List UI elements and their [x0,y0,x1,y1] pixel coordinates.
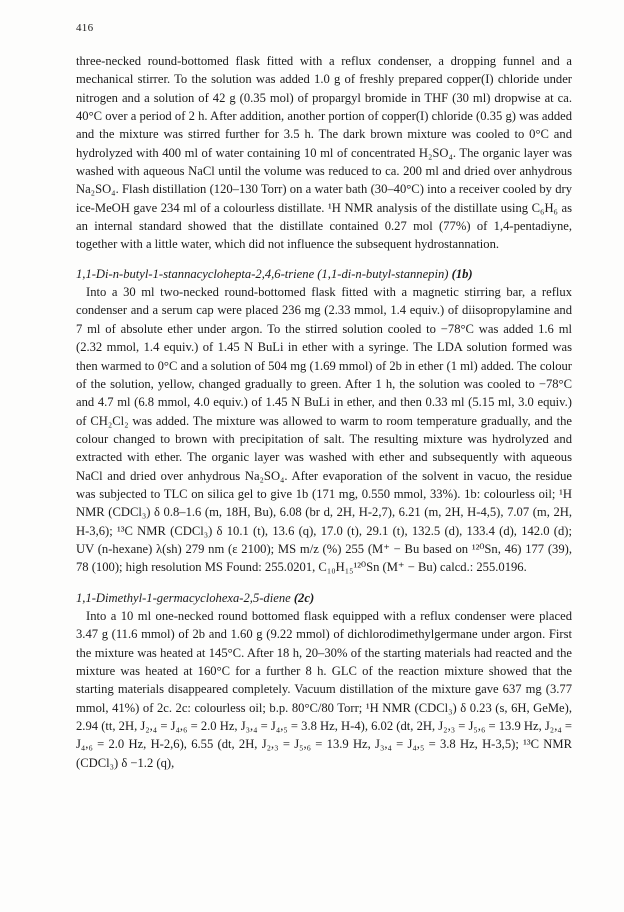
paragraph-stannepin-synthesis: Into a 30 ml two-necked round-bottomed flask fitted with a magnetic stirring bar, a reflux condenser and a serum cap were placed 236 mg (2.33 mmol, 1.4 equiv.) of diisopropylamine and 7 ml of absolute ether under argon. To the stirred solution cooled to −78°C was added 1.6 ml (2.32 mmol, 1.4 equiv.) of 1.45 N BuLi in ether with a syringe. The LDA solution formed was then warmed to 0°C and a solution of 504 mg (1.69 mmol) of 2b in ether (1 ml) added. The colour of the solution, yellow, changed gradually to green. After 1 h, the solution was cooled to −78°C and 4.7 ml (6.8 mmol, 4.0 equiv.) of 1.45 N BuLi in ether, and then 0.33 ml (5.15 ml, 3.0 equiv.) of CH₂Cl₂ was added. The mixture was allowed to warm to room temperature gradually, and the colour changed to brown with precipitation of salt. The resulting mixture was hydrolyzed and extracted with ether. The organic layer was washed with ether and subsequently with aqueous NaCl and dried over anhydrous Na₂SO₄. After evaporation of the solvent in vacuo, the residue was subjected to TLC on silica gel to give 1b (171 mg, 0.550 mmol, 33%). 1b: colourless oil; ¹H NMR (CDCl₃) δ 0.8–1.6 (m, 18H, Bu), 6.08 (br d, 2H, H-2,7), 6.21 (m, 2H, H-4,5), 7.07 (m, 2H, H-3,6); ¹³C NMR (CDCl₃) δ 10.1 (t), 13.6 (q), 17.0 (t), 29.1 (t), 132.5 (d), 133.4 (d), 142.0 (d); UV (n-hexane) λ(sh) 279 nm (ε 2100); MS m/z (%) 255 (M⁺ − Bu based on ¹²⁰Sn, 46) 177 (39), 78 (100); high resolution MS Found: 255.0201, C₁₀H₁₅¹²⁰Sn (M⁺ − Bu) calcd.: 255.0196. [76,285,572,575]
page-number: 416 [76,22,94,34]
heading-title: 1,1-Di-n-butyl-1-stannacyclohepta-2,4,6-triene (1,1-di-n-butyl-stannepin) [76,266,449,281]
paragraph-pentadiyne-preparation: three-necked round-bottomed flask fitted with a reflux condenser, a dropping funnel and a mechanical stirrer. To the solution was added 1.0 g of freshly prepared copper(I) chloride under nitrogen and a solution of 42 g (0.35 mol) of propargyl bromide in THF (30 ml) dropwise at ca. 40°C over a period of 2 h. After addition, another portion of copper(I) chloride (0.35 g) was added and the mixture was stirred further for 3.5 h. The dark brown mixture was cooled to 0°C and hydrolyzed with 400 ml of water containing 10 ml of concentrated H₂SO₄. The organic layer was washed with aqueous NaCl until the volume was reduced to ca. 200 ml and dried over anhydrous Na₂SO₄. Flash distillation (120–130 Torr) on a water bath (30–40°C) into a receiver cooled by dry ice-MeOH gave 234 ml of a colourless distillate. ¹H NMR analysis of the distillate using C₆H₆ as an internal standard showed that the distillate contained 0.27 mol (77%) of 1,4-pentadiyne, together with a little water, which did not influence the subsequent hydrostannation. [76,54,572,252]
article-body [76,52,572,772]
paragraph-germacyclohexadiene-synthesis: Into a 10 ml one-necked round bottomed flask equipped with a reflux condenser were placed 3.47 g (11.6 mmol) of 2b and 1.60 g (9.22 mmol) of dichlorodimethylgermane under argon. First the mixture was heated at 145°C. After 18 h, 20–30% of the starting materials had reacted and the mixture was heated at 160°C for a further 8 h. GLC of the reaction mixture showed that the starting materials disappeared completely. Vacuum distillation of the mixture gave 637 mg (3.77 mmol, 41%) of 2c. 2c: colourless oil; b.p. 80°C/80 Torr; ¹H NMR (CDCl₃) δ 0.23 (s, 6H, GeMe), 2.94 (tt, 2H, J₂,₄ = J₄,₆ = 2.0 Hz, J₃,₄ = J₄,₅ = 3.8 Hz, H-4), 6.02 (dt, 2H, J₂,₃ = J₅,₆ = 13.9 Hz, J₂,₄ = J₄,₆ = 2.0 Hz, H-2,6), 6.55 (dt, 2H, J₂,₃ = J₅,₆ = 13.9 Hz, J₃,₄ = J₄,₅ = 3.8 Hz, H-3,5); ¹³C NMR (CDCl₃) δ −1.2 (q), [76,608,572,770]
section-heading-germacyclohexadiene [76,589,572,607]
compound-label: (1b) [451,266,473,281]
compound-label: (2c) [293,590,315,605]
heading-title: 1,1-Dimethyl-1-germacyclohexa-2,5-diene [76,590,291,605]
section-heading-stannepin [76,265,572,283]
